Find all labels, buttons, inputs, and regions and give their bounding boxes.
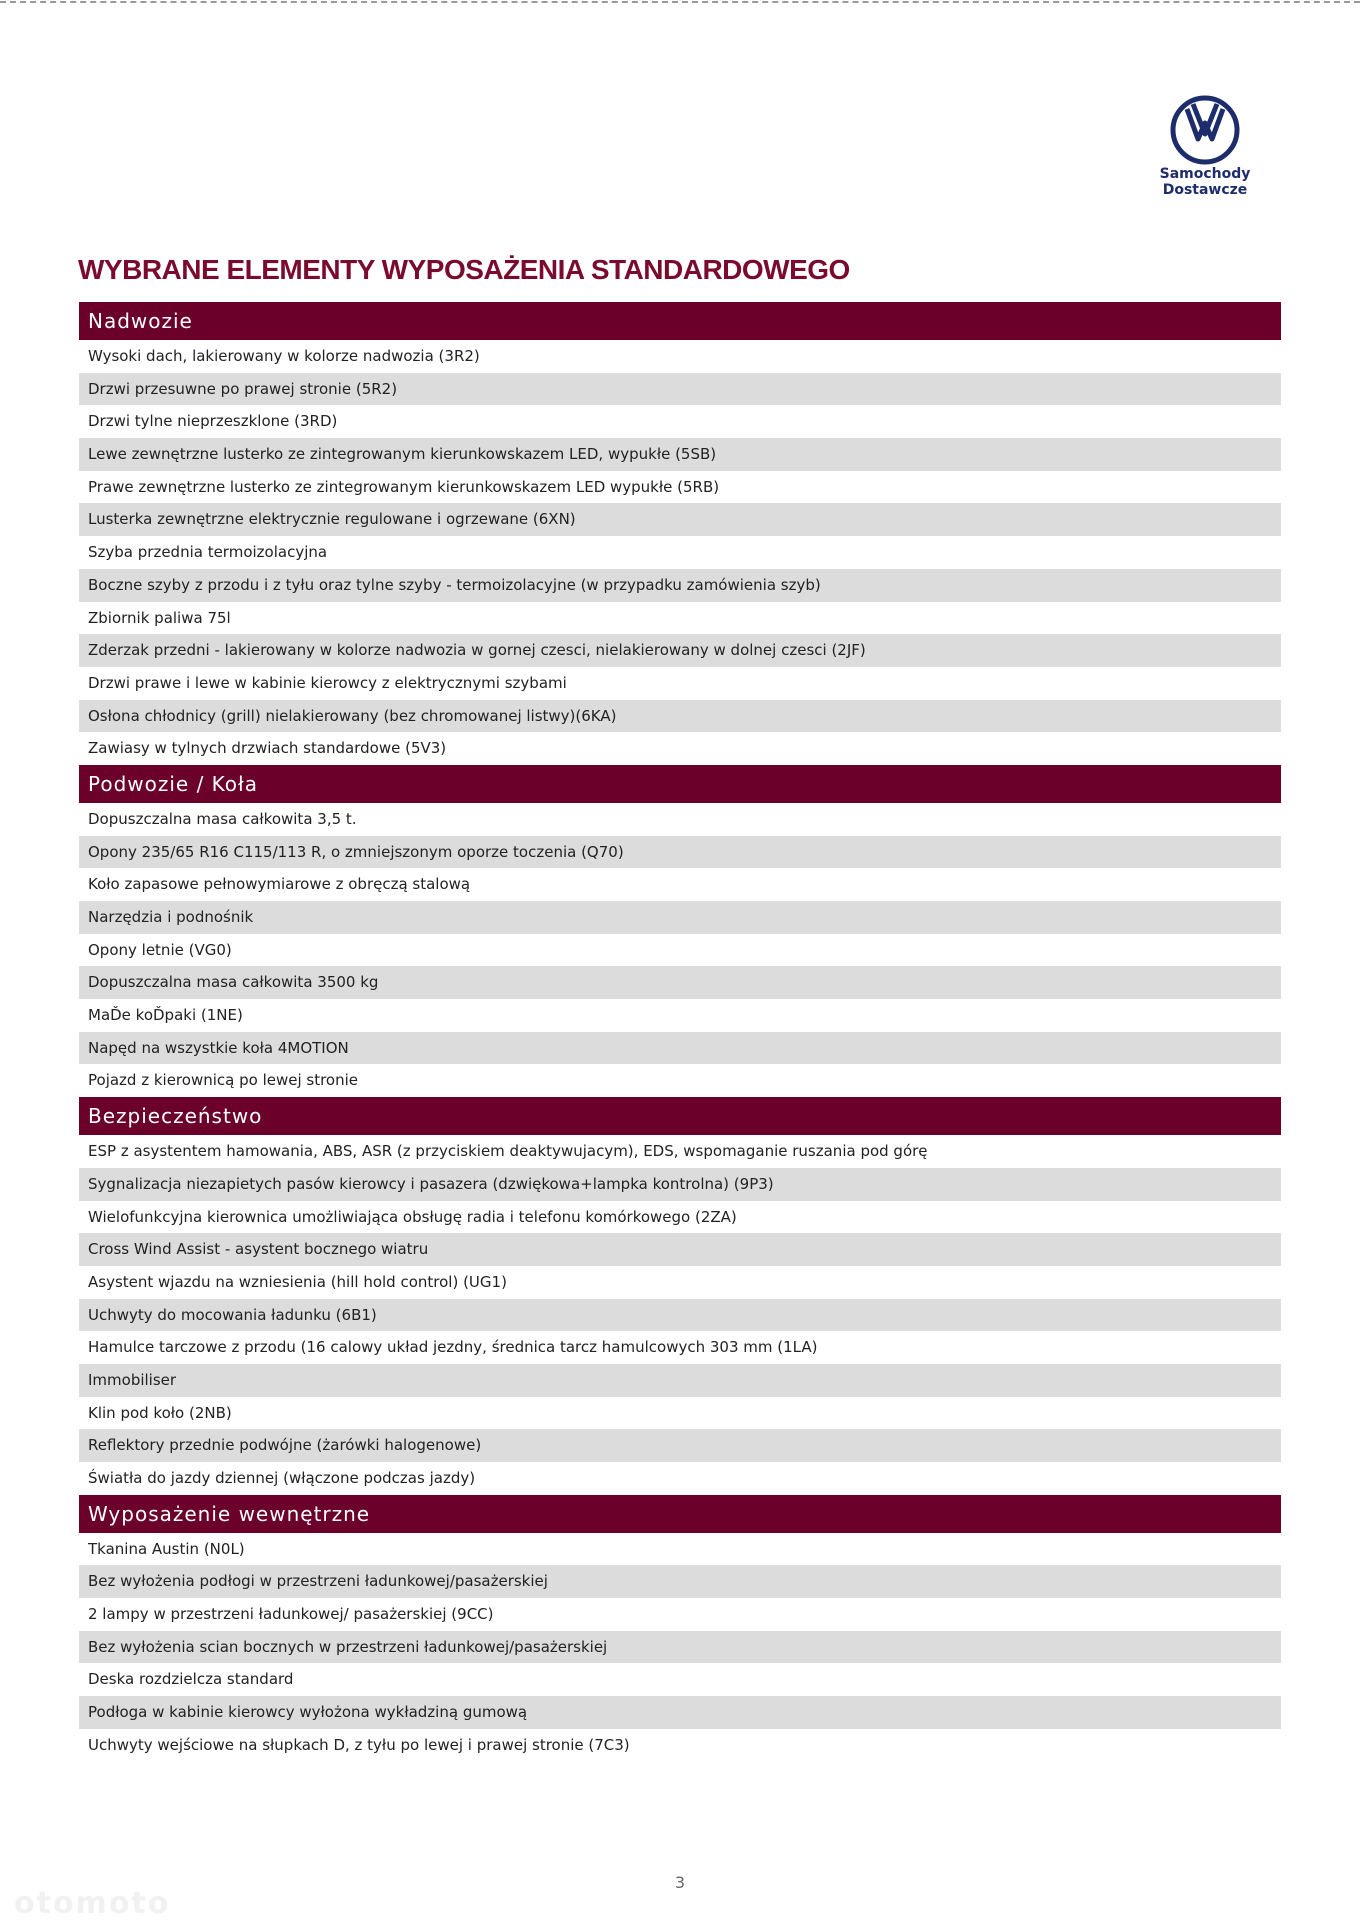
list-item: Opony letnie (VG0) [88,940,232,959]
section [79,1097,1281,1495]
section-header: Podwozie / Koła [79,765,1281,803]
list-item: Immobiliser [79,1364,1281,1397]
page-number: 3 [674,1873,686,1892]
list-item: Pojazd z kierownicą po lewej stronie [88,1071,359,1090]
list-item: Bez wyłożenia scian bocznych w przestrzeni ładunkowej/pasażerskiej [79,1631,1281,1664]
list-item: Boczne szyby z przodu i z tyłu oraz tylne szyby - termoizolacyjne (w przypadku zamówienia szyb) [79,569,1281,602]
list-item: Zbiornik paliwa 75l [88,608,231,627]
list-item: Narzędzia i podnośnik [79,901,1281,934]
list-item: Drzwi prawe i lewe w kabinie kierowcy z elektrycznymi szybami [88,673,567,692]
equipment-list [79,302,1281,1762]
list-item: Bez wyłożenia podłogi w przestrzeni ładunkowej/pasażerskiej [79,1565,1281,1598]
list-item: Światła do jazdy dziennej (włączone podczas jazdy) [88,1469,476,1487]
section-items [79,340,1281,765]
list-item: Zawiasy w tylnych drzwiach standardowe (5V3) [88,739,447,758]
list-item: Deska rozdzielcza standard [88,1670,294,1689]
section-header: Nadwozie [79,302,1281,340]
list-item: Dopuszczalna masa całkowita 3,5 t. [88,809,357,828]
section-items [79,1135,1281,1495]
list-item: Lusterka zewnętrzne elektrycznie regulowane i ogrzewane (6XN) [79,503,1281,536]
list-item: Uchwyty wejściowe na słupkach D, z tyłu po lewej i prawej stronie (7C3) [88,1735,630,1754]
list-item: ESP z asystentem hamowania, ABS, ASR (z przyciskiem deaktywujacym), EDS, wspomaganie ruszania pod górę [88,1142,928,1161]
vw-logo-icon [1169,94,1241,166]
section-items [79,803,1281,1097]
list-item: Asystent wjazdu na wzniesienia (hill hold control) (UG1) [88,1272,507,1291]
section-header: Wyposażenie wewnętrzne [79,1495,1281,1533]
list-item: Drzwi tylne nieprzeszklone (3RD) [88,412,338,431]
brand-line-2: Dostawcze [1162,182,1248,198]
list-item: Napęd na wszystkie koła 4MOTION [79,1032,1281,1065]
list-item: Reflektory przednie podwójne (żarówki halogenowe) [79,1429,1281,1462]
list-item: Podłoga w kabinie kierowcy wyłożona wykładziną gumową [79,1696,1281,1729]
list-item: Dopuszczalna masa całkowita 3500 kg [79,966,1281,999]
list-item: Wysoki dach, lakierowany w kolorze nadwozia (3R2) [88,347,480,365]
list-item: Cross Wind Assist - asystent bocznego wiatru [79,1233,1281,1266]
section [79,302,1281,765]
list-item: Szyba przednia termoizolacyjna [88,543,328,562]
list-item: Hamulce tarczowe z przodu (16 calowy układ jezdny, średnica tarcz hamulcowych 303 mm (1LA) [88,1338,818,1357]
section-header: Bezpieczeństwo [79,1097,1281,1135]
list-item: Lewe zewnętrzne lusterko ze zintegrowanym kierunkowskazem LED, wypukłe (5SB) [79,438,1281,471]
brand-line-1: Samochody [1159,166,1251,182]
list-item: MaĎe koĎpaki (1NE) [88,1006,243,1025]
list-item: Prawe zewnętrzne lusterko ze zintegrowanym kierunkowskazem LED wypukłe (5RB) [88,477,720,496]
section [79,1495,1281,1762]
section-items [79,1533,1281,1762]
list-item: Uchwyty do mocowania ładunku (6B1) [79,1299,1281,1332]
list-item: Opony 235/65 R16 C115/113 R, o zmniejszonym oporze toczenia (Q70) [79,836,1281,869]
list-item: Sygnalizacja niezapietych pasów kierowcy i pasazera (dzwiękowa+lampka kontrolna) (9P3) [79,1168,1281,1201]
section [79,765,1281,1097]
list-item: Koło zapasowe pełnowymiarowe z obręczą stalową [88,875,471,894]
list-item: 2 lampy w przestrzeni ładunkowej/ pasażerskiej (9CC) [88,1605,494,1624]
brand-logo [1150,94,1260,198]
list-item: Osłona chłodnicy (grill) nielakierowany (bez chromowanej listwy)(6KA) [79,700,1281,733]
top-dashed-border [0,1,1360,3]
watermark: otomoto [14,1886,171,1921]
list-item: Klin pod koło (2NB) [88,1403,232,1422]
page-title: WYBRANE ELEMENTY WYPOSAŻENIA STANDARDOWEGO [78,254,850,285]
list-item: Drzwi przesuwne po prawej stronie (5R2) [79,373,1281,406]
list-item: Tkanina Austin (N0L) [88,1539,245,1558]
list-item: Wielofunkcyjna kierownica umożliwiająca obsługę radia i telefonu komórkowego (2ZA) [88,1207,737,1226]
list-item: Zderzak przedni - lakierowany w kolorze nadwozia w gornej czesci, nielakierowany w dolnej czesci (2JF) [79,634,1281,667]
